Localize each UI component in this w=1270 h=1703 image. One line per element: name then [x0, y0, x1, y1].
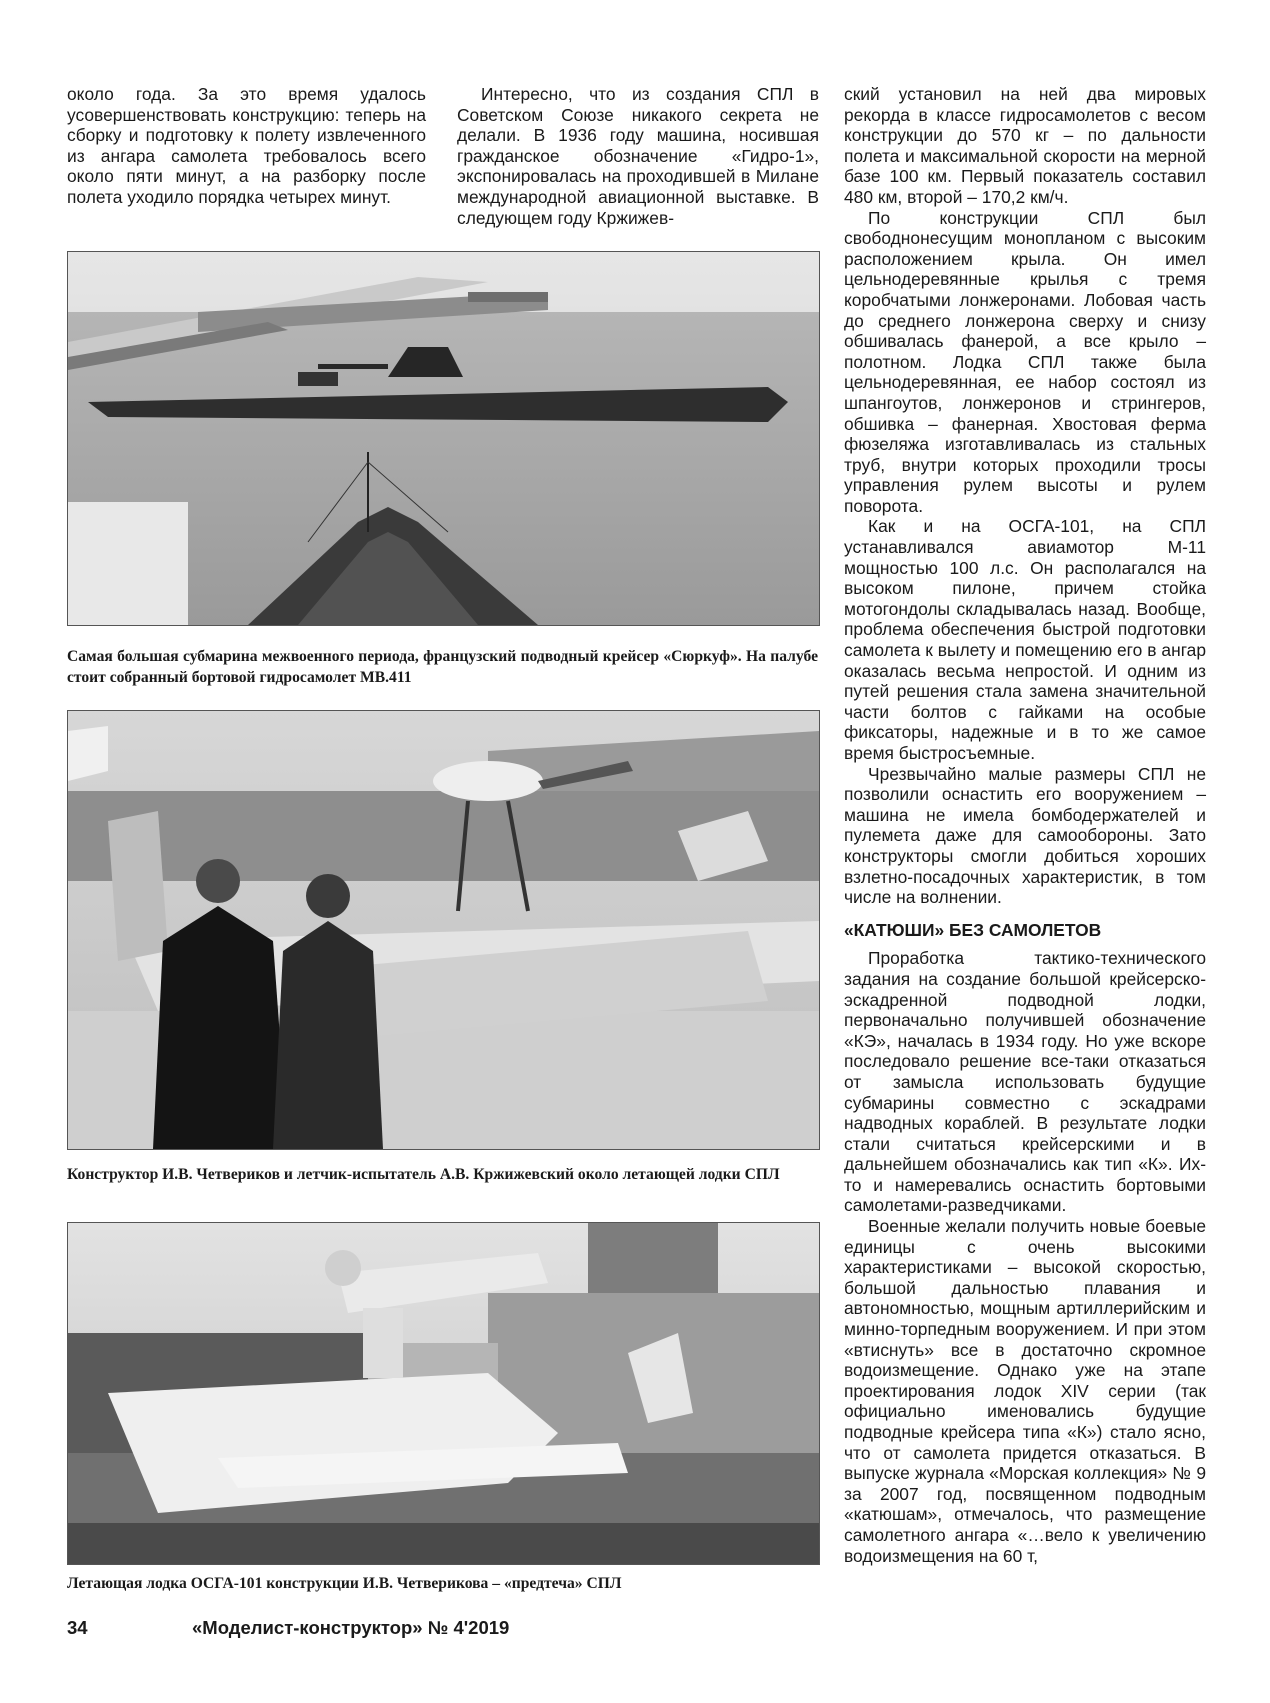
journal-title: «Моделист-конструктор» № 4'2019	[192, 1617, 510, 1638]
col3-paragraph-2: По конструкции СПЛ был свободнонесущим монопланом с высоким расположением крыла. Он имел цельнодеревянные крылья с тремя коробчатыми лонжеронами. Лобовая часть до среднего лонжерона сверху и снизу обшивалась фанерой, а все крыло – полотном. Лодка СПЛ также была цельнодеревянная, ее набор состоял из шпангоутов, лонжеронов и стрингеров, обшивка – фанерная. Хвостовая ферма фюзеляжа изготавливалась из стальных труб, внутри которых проходили тросы управления рулем высоты и рулем поворота.	[844, 207, 1206, 516]
submarine-photo	[67, 251, 820, 626]
caption-2: Конструктор И.В. Четвериков и летчик-испытатель А.В. Кржижевский около летающей лодки СПЛ	[67, 1166, 780, 1183]
col3-paragraph-3: Как и на ОСГА-101, на СПЛ устанавливался авиамотор М-11 мощностью 100 л.с. Он располагался на высоком пилоне, причем стойка мотогондолы складывалась назад. Вообще, проблема обеспечения быстрой подготовки самолета к вылету и помещению его в ангар оказалась весьма непростой. И одним из путей решения стала замена значительной части болтов с гайками на особые фиксаторы, надежные и в то же самое время быстросъемные.	[844, 516, 1206, 763]
caption-1: Самая большая субмарина межвоенного периода, французский подводный крейсер «Сюркуф». На палубе стоит собранный бортовой гидросамолет МВ.411	[67, 648, 818, 686]
col1-paragraph: около года. За это время удалось усовершенствовать конструкцию: теперь на сборку и подготовку к полету извлеченного из ангара самолета требовалось всего около пяти минут, а на разборку после полета уходило порядка четырех минут.	[67, 84, 426, 207]
column-3	[844, 84, 1206, 1566]
col3-paragraph-1: ский установил на ней два мировых рекорда в классе гидросамолетов с весом конструкции до 570 кг – по дальности полета и максимальной скорости на мерной базе 100 км. Первый показатель составил 480 км, второй – 170,2 км/ч.	[844, 84, 1206, 207]
column-2	[457, 84, 819, 228]
section-heading: «КАТЮШИ» БЕЗ САМОЛЕТОВ	[844, 919, 1102, 940]
caption-3: Летающая лодка ОСГА-101 конструкции И.В. Четверикова – «предтеча» СПЛ	[67, 1575, 622, 1592]
col3-paragraph-6: Военные желали получить новые боевые единицы с очень высокими характеристиками – высокой скоростью, большой дальностью плавания и автономностью, мощным артиллерийским и минно-торпедным вооружением. И при этом «втиснуть» все в достаточно скромное водоизмещение. Однако уже на этапе проектирования лодок XIV серии (так официально именовались будущие подводные крейсера типа «К») стало ясно, что от самолета придется отказаться. В выпуске журнала «Морская коллекция» № 9 за 2007 год, посвященном подводным «катюшам», отмечалось, что размещение самолетного ангара «…вело к увеличению водоизмещения на 60 т,	[844, 1216, 1206, 1566]
column-1	[67, 84, 426, 208]
page-number: 34	[67, 1617, 88, 1638]
spl-flying-boat-people-photo	[67, 710, 820, 1150]
col3-paragraph-5: Проработка тактико-технического задания на создание большой крейсерско-эскадренной подводной лодки, первоначально получившей обозначение «КЭ», началась в 1934 году. Но уже вскоре последовало решение все-таки отказаться от замысла использовать будущие субмарины совместно с эскадрами надводных кораблей. В результате лодки стали считаться крейсерскими и в дальнейшем обозначались как тип «К». Их-то и намеревались оснастить бортовыми самолетами-разведчиками.	[844, 948, 1206, 1216]
col3-paragraph-4: Чрезвычайно малые размеры СПЛ не позволили оснастить его вооружением – машина не имела бомбодержателей и пулемета даже для самообороны. Зато конструкторы смогли добиться хороших взлетно-посадочных характеристик, в том числе на волнении.	[844, 763, 1206, 908]
osga-101-photo	[67, 1222, 820, 1565]
col2-paragraph: Интересно, что из создания СПЛ в Советском Союзе никакого секрета не делали. В 1936 году машина, носившая гражданское обозначение «Гидро-1», экспонировалась на проходившей в Милане международной авиационной выставке. В следующем году Кржижев-	[457, 84, 819, 228]
